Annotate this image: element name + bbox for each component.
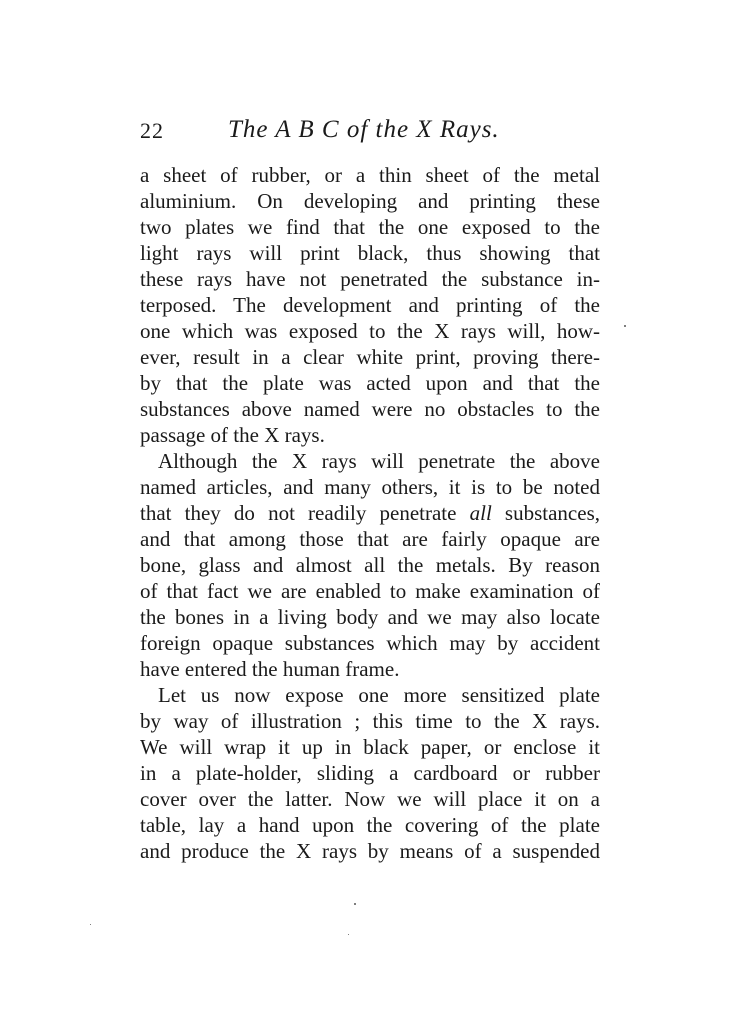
text-line: bone, glass and almost all the metals. By reason	[140, 553, 600, 577]
text-line: by that the plate was acted upon and that the	[140, 371, 600, 395]
scan-speck	[90, 924, 91, 925]
text-line: a sheet of rubber, or a thin sheet of the metal	[140, 163, 600, 187]
text-line: of that fact we are enabled to make examination of	[140, 579, 600, 603]
text-line: these rays have not penetrated the substance in-	[140, 267, 600, 291]
text-line: Let us now expose one more sensitized plate	[158, 683, 600, 707]
scan-speck	[624, 325, 626, 327]
text-line: passage of the X rays.	[140, 423, 325, 447]
text-line-with-emphasis	[140, 500, 600, 526]
text-line: and that among those that are fairly opaque are	[140, 527, 600, 551]
text-line: table, lay a hand upon the covering of the plate	[140, 813, 600, 837]
text-line: in a plate-holder, sliding a cardboard or rubber	[140, 761, 600, 785]
text-line: ever, result in a clear white print, proving there-	[140, 345, 600, 369]
text-line: by way of illustration ; this time to the X rays.	[140, 709, 600, 733]
running-title: The A B C of the X Rays.	[228, 116, 500, 143]
text-line: substances above named were no obstacles to the	[140, 397, 600, 421]
emphasis-word: all	[469, 501, 492, 525]
text-line: two plates we find that the one exposed to the	[140, 215, 600, 239]
text-line: the bones in a living body and we may also locate	[140, 605, 600, 629]
scan-speck	[354, 903, 356, 905]
body-text	[140, 162, 600, 864]
text-segment: substances,	[491, 501, 600, 525]
running-head	[140, 118, 600, 148]
page-number: 22	[140, 118, 164, 143]
scan-speck	[348, 934, 349, 935]
text-line: light rays will print black, thus showing that	[140, 241, 600, 265]
text-segment: that they do not readily penetrate	[140, 501, 470, 525]
text-line: named articles, and many others, it is to be noted	[140, 475, 600, 499]
text-line: aluminium. On developing and printing these	[140, 189, 600, 213]
text-line: foreign opaque substances which may by accident	[140, 631, 600, 655]
text-line: Although the X rays will penetrate the above	[158, 449, 600, 473]
text-line: We will wrap it up in black paper, or enclose it	[140, 735, 600, 759]
text-line: terposed. The development and printing of the	[140, 293, 600, 317]
text-line: and produce the X rays by means of a suspended	[140, 839, 600, 863]
text-line: cover over the latter. Now we will place it on a	[140, 787, 600, 811]
text-line: have entered the human frame.	[140, 657, 400, 681]
text-line: one which was exposed to the X rays will, how-	[140, 319, 600, 343]
